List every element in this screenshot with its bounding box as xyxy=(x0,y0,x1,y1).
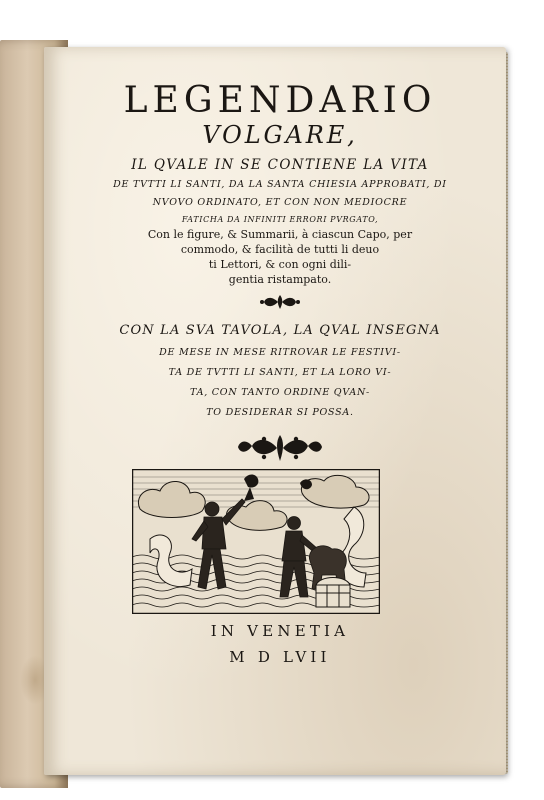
imprint-year: M D LVII xyxy=(229,648,331,666)
title-page-text xyxy=(70,80,490,469)
table-line-1: CON LA SVA TAVOLA, LA QVAL INSEGNA xyxy=(119,323,441,338)
subtitle-line-7: ti Lettori, & con ogni dili- xyxy=(208,258,352,271)
fleuron-icon xyxy=(258,293,302,311)
woodcut-printers-device xyxy=(132,469,380,614)
fleuron-icon xyxy=(234,433,326,463)
subtitle-line-5: Con le figure, & Summarii, à ciascun Capo, per xyxy=(147,228,413,241)
subtitle-line-6: commodo, & facilità de tutti li deuo xyxy=(180,243,380,256)
subtitle-line-3: NVOVO ORDINATO, ET CON NON MEDIOCRE xyxy=(152,197,408,208)
title-line-2: VOLGARE, xyxy=(202,121,358,149)
title-line-1: LEGENDARIO xyxy=(123,80,437,121)
imprint-place: IN VENETIA xyxy=(210,622,350,640)
subtitle-line-1: IL QVALE IN SE CONTIENE LA VITA xyxy=(131,157,429,173)
subtitle-line-8: gentia ristampato. xyxy=(228,273,332,286)
imprint xyxy=(70,618,490,670)
table-line-2: DE MESE IN MESE RITROVAR LE FESTIVI- xyxy=(159,347,401,358)
subtitle-line-2: DE TVTTI LI SANTI, DA LA SANTA CHIESIA APPROBATI, DI xyxy=(113,179,447,190)
table-line-3: TA DE TVTTI LI SANTI, ET LA LORO VI- xyxy=(168,367,392,378)
subtitle-line-4: FATICHA DA INFINITI ERRORI PVRGATO, xyxy=(181,215,379,224)
table-line-4: TA, CON TANTO ORDINE QVAN- xyxy=(190,387,370,398)
table-line-5: TO DESIDERAR SI POSSA. xyxy=(206,407,354,418)
